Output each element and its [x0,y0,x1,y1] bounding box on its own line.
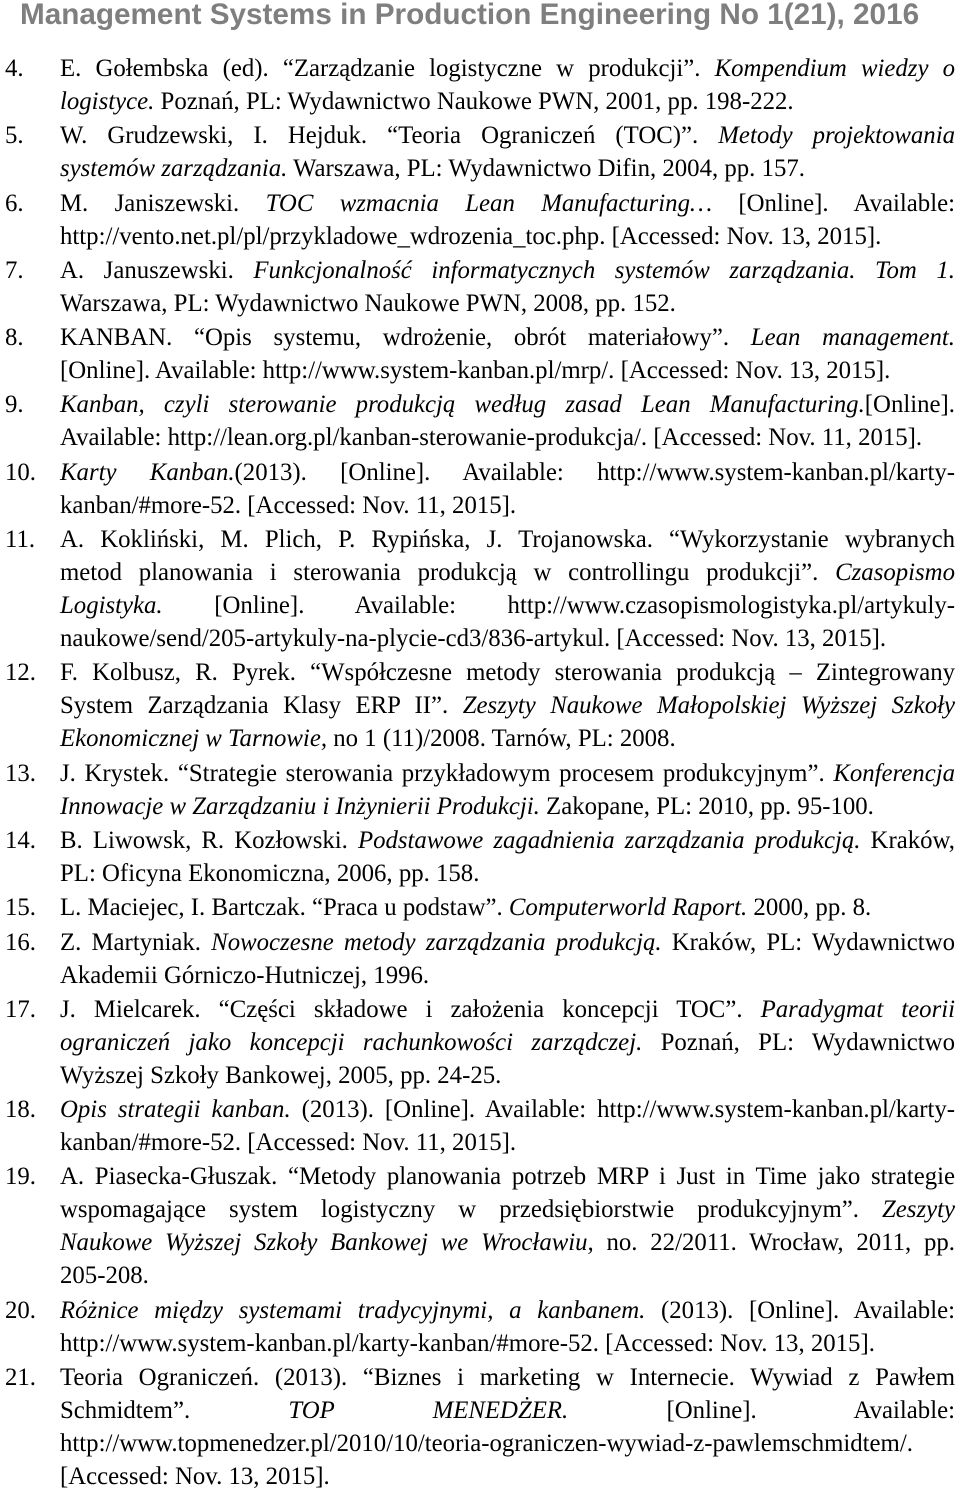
reference-text [60,187,955,253]
reference-item [0,321,960,387]
reference-text [60,656,955,755]
reference-line [60,689,955,722]
reference-segment: Akademii Górniczo-Hutniczej, 1996. [60,961,430,989]
reference-number: 5. [5,122,24,150]
reference-line [60,656,955,689]
reference-number: 19. [5,1163,36,1191]
reference-italic-segment: Kompendium wiedzy o [714,55,956,82]
reference-text [60,119,955,185]
reference-segment: J. Krystek. “Strategie sterowania przykładowym procesem produkcyjnym”. [60,759,834,787]
reference-segment: M. Janiszewski. [60,189,266,217]
reference-italic-segment: ograniczeń jako koncepcji rachunkowości zarządczej. [60,1028,643,1056]
reference-text [60,523,955,655]
reference-segment: Teoria Ograniczeń. (2013). “Biznes i marketing w Internecie. Wywiad z Pawłem [60,1364,955,1392]
reference-line [60,321,955,354]
reference-line [60,1327,955,1360]
reference-italic-segment: TOP MENEDŻER. [288,1397,569,1425]
reference-line [60,421,955,454]
reference-number: 9. [5,391,24,419]
reference-segment: A. Kokliński, M. Plich, P. Rypińska, J. Trojanowska. “Wykorzystanie wybranych [60,526,955,554]
reference-item [0,656,960,755]
reference-italic-segment: Opis strategii kanban. [60,1096,291,1124]
reference-italic-segment: Innowacje w Zarządzaniu i Inżynierii Produkcji. [60,792,540,820]
reference-line [60,152,955,185]
reference-number: 8. [5,324,24,352]
reference-italic-segment: Naukowe Wyższej Szkoły Bankowej we Wrocławiu, [60,1229,594,1257]
reference-item [0,456,960,522]
reference-item [0,523,960,655]
reference-segment: System Zarządzania Klasy ERP II”. [60,692,463,720]
reference-italic-segment: Podstawowe zagadnienia zarządzania produkcją. [357,826,861,854]
reference-line [60,1226,955,1259]
reference-number: 20. [5,1296,36,1324]
reference-text [60,1093,955,1159]
reference-number: 12. [5,659,36,687]
reference-line [60,187,955,220]
reference-segment: L. Maciejec, I. Bartczak. “Praca u podstaw”. [60,894,509,922]
reference-segment: [Online]. [864,391,955,419]
reference-segment: Poznań, PL: Wydawnictwo [642,1028,955,1056]
reference-line [60,857,955,890]
reference-segment: F. Kolbusz, R. Pyrek. “Współczesne metody sterowania produkcją – Zintegrowany [60,659,955,687]
reference-italic-segment: Czasopismo [835,559,955,587]
reference-segment: Zakopane, PL: 2010, pp. 95-100. [539,792,874,820]
reference-segment: [Online]. Available: http://www.czasopismologistyka.pl/artykuly- [162,592,955,620]
reference-segment: http://vento.net.pl/pl/przykladowe_wdrozenia_toc.php. [Accessed: Nov. 13, 2015]. [60,222,882,250]
reference-number: 7. [5,256,24,284]
reference-item [0,1361,960,1493]
reference-text [60,824,955,890]
reference-line [60,1093,955,1126]
reference-line [60,1026,955,1059]
reference-number: 6. [5,189,24,217]
reference-italic-segment: Metody projektowania [718,122,955,150]
reference-italic-segment: TOC wzmacnia Lean Manufacturing… [265,189,713,217]
reference-number: 13. [5,759,36,787]
reference-item [0,993,960,1092]
reference-segment: J. Mielcarek. “Części składowe i założenia koncepcji TOC”. [60,995,761,1023]
reference-segment: Available: http://lean.org.pl/kanban-sterowanie-produkcja/. [Accessed: Nov. 11, 2015]. [60,424,923,452]
reference-line [60,824,955,857]
reference-segment: B. Liwowsk, R. Kozłowski. [60,826,358,854]
reference-line [60,254,955,287]
reference-italic-segment: Ekonomicznej w Tarnowie, [60,725,328,753]
reference-text [60,1361,955,1493]
reference-text [60,1160,955,1292]
reference-line [60,1361,955,1394]
reference-segment: (2013). [Online]. Available: http://www.system-kanban.pl/karty- [290,1096,956,1124]
reference-segment: [Online]. Available: [568,1397,955,1425]
reference-segment: KANBAN. “Opis systemu, wdrożenie, obrót materiałowy”. [60,324,751,352]
reference-line [60,85,955,118]
reference-line [60,622,955,655]
reference-segment: Warszawa, PL: Wydawnictwo Difin, 2004, pp. 157. [287,155,805,183]
reference-item [0,757,960,823]
reference-line [60,52,955,85]
reference-list [0,52,960,1493]
reference-number: 18. [5,1096,36,1124]
reference-segment: E. Gołembska (ed). “Zarządzanie logistyczne w produkcji”. [60,55,715,82]
reference-segment: [Online]. Available: http://www.system-kanban.pl/mrp/. [Accessed: Nov. 13, 2015]. [60,357,891,385]
reference-line [60,1394,955,1427]
reference-segment: [Online]. Available: [712,189,955,217]
reference-line [60,1460,955,1493]
reference-italic-segment: Zeszyty [882,1196,955,1224]
reference-italic-segment: Funkcjonalność informatycznych systemów zarządzania. Tom 1. [253,256,955,284]
reference-italic-segment: Nowoczesne metody zarządzania produkcją. [211,928,662,956]
reference-line [60,589,955,622]
reference-segment: http://www.system-kanban.pl/karty-kanban/#more-52. [Accessed: Nov. 13, 2015]. [60,1329,875,1357]
reference-number: 17. [5,995,36,1023]
reference-item [0,891,960,924]
reference-segment: http://www.topmenedzer.pl/2010/10/teoria-ograniczen-wywiad-z-pawlemschmidtem/. [60,1430,913,1458]
reference-line [60,119,955,152]
reference-text [60,254,955,320]
reference-italic-segment: Kanban, czyli sterowanie produkcją według zasad Lean Manufacturing. [60,391,865,419]
reference-segment: (2013). [Online]. Available: http://www.system-kanban.pl/karty- [234,458,955,486]
reference-number: 11. [5,526,36,554]
reference-segment: wspomagające system logistyczny w przedsiębiorstwie produkcyjnym”. [60,1196,882,1224]
reference-item [0,1160,960,1292]
reference-italic-segment: Zeszyty Naukowe Małopolskiej Wyższej Szkoły [462,692,955,720]
reference-line [60,959,955,992]
journal-header: Management Systems in Production Engineering No 1(21), 2016 [20,0,920,31]
reference-italic-segment: Logistyka. [60,592,163,620]
reference-item [0,926,960,992]
reference-text [60,926,955,992]
reference-segment: Warszawa, PL: Wydawnictwo Naukowe PWN, 2008, pp. 152. [60,289,676,317]
reference-text [60,52,955,118]
reference-italic-segment: systemów zarządzania. [60,155,288,183]
reference-segment: kanban/#more-52. [Accessed: Nov. 11, 2015]. [60,1129,517,1157]
reference-segment: A. Piasecka-Głuszak. “Metody planowania potrzeb MRP i Just in Time jako strategie [60,1163,955,1191]
reference-line [60,354,955,387]
reference-segment: 205-208. [60,1262,149,1290]
reference-segment: no. 22/2011. Wrocław, 2011, pp. [593,1229,955,1257]
reference-line [60,1193,955,1226]
reference-italic-segment: logistyce. [60,88,155,115]
reference-item [0,52,960,118]
reference-segment: no 1 (11)/2008. Tarnów, PL: 2008. [327,725,676,753]
reference-italic-segment: Różnice między systemami tradycyjnymi, a kanbanem. [60,1296,646,1324]
reference-segment: (2013). [Online]. Available: [645,1296,955,1324]
reference-line [60,790,955,823]
reference-item [0,1294,960,1360]
reference-line [60,757,955,790]
reference-line [60,456,955,489]
reference-segment: W. Grudzewski, I. Hejduk. “Teoria Ograniczeń (TOC)”. [60,122,719,150]
reference-italic-segment: Lean management. [750,324,955,352]
reference-item [0,187,960,253]
reference-line [60,556,955,589]
reference-line [60,287,955,320]
reference-number: 4. [5,55,24,82]
reference-line [60,891,955,924]
reference-text [60,456,955,522]
reference-item [0,388,960,454]
reference-line [60,1259,955,1292]
reference-segment: Schmidtem”. [60,1397,289,1425]
reference-line [60,489,955,522]
reference-item [0,254,960,320]
reference-line [60,1160,955,1193]
reference-number: 21. [5,1364,36,1392]
reference-segment: [Accessed: Nov. 13, 2015]. [60,1463,330,1491]
reference-line [60,388,955,421]
reference-line [60,926,955,959]
reference-text [60,993,955,1092]
reference-segment: PL: Oficyna Ekonomiczna, 2006, pp. 158. [60,859,480,887]
reference-segment: A. Januszewski. [60,256,254,284]
reference-text [60,1294,955,1360]
reference-text [60,388,955,454]
reference-segment: Poznań, PL: Wydawnictwo Naukowe PWN, 2001, pp. 198-222. [154,88,794,115]
reference-line [60,220,955,253]
reference-segment: kanban/#more-52. [Accessed: Nov. 11, 2015]. [60,491,517,519]
reference-segment: naukowe/send/205-artykuly-na-plycie-cd3/836-artykul. [Accessed: Nov. 13, 2015]. [60,625,887,653]
reference-italic-segment: Paradygmat teorii [760,995,956,1023]
reference-line [60,523,955,556]
reference-item [0,1093,960,1159]
reference-line [60,1427,955,1460]
reference-segment: Kraków, [860,826,956,854]
reference-segment: metod planowania i sterowania produkcją w controllingu produkcji”. [60,559,836,587]
reference-segment: Kraków, PL: Wydawnictwo [661,928,956,956]
reference-segment: Z. Martyniak. [60,928,212,956]
reference-line [60,1126,955,1159]
reference-line [60,1059,955,1092]
reference-text [60,757,955,823]
reference-italic-segment: Computerworld Raport. [508,894,748,922]
reference-line [60,722,955,755]
reference-italic-segment: Karty Kanban. [60,458,235,486]
reference-number: 14. [5,826,36,854]
reference-line [60,1294,955,1327]
reference-item [0,824,960,890]
reference-segment: Wyższej Szkoły Bankowej, 2005, pp. 24-25. [60,1061,502,1089]
reference-item [0,119,960,185]
reference-italic-segment: Konferencja [833,759,955,787]
reference-number: 16. [5,928,36,956]
reference-number: 15. [5,894,36,922]
reference-text [60,891,955,924]
reference-text [60,321,955,387]
reference-segment: 2000, pp. 8. [747,894,872,922]
reference-line [60,993,955,1026]
reference-number: 10. [5,458,36,486]
